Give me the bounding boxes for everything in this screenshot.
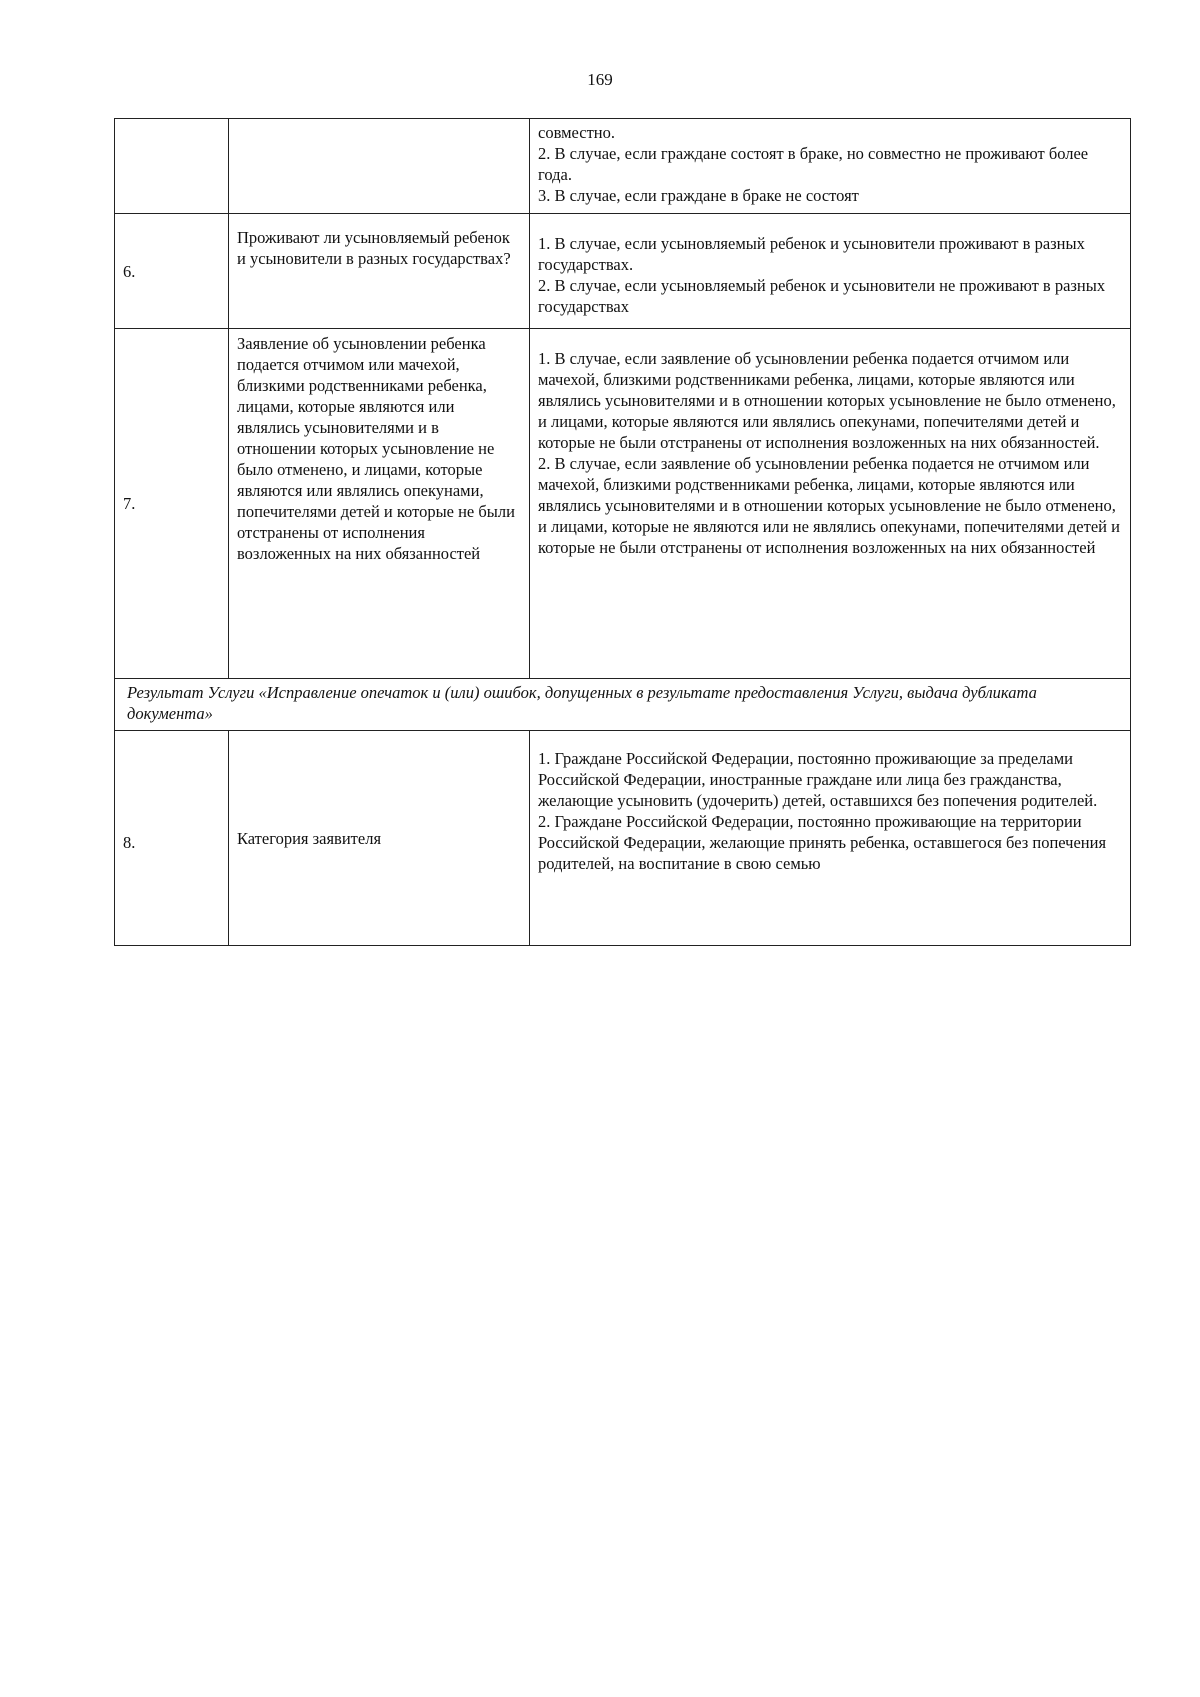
page-number: 169 <box>587 70 613 89</box>
table-row-6 <box>115 214 1131 329</box>
section-heading-row <box>115 679 1131 731</box>
answers-cell <box>530 119 1131 214</box>
section-heading: Результат Услуги «Исправление опечаток и (или) ошибок, допущенных в результате предоставления Услуги, выдача дубликата документа» <box>115 679 1131 731</box>
answer-option: 1. Граждане Российской Федерации, постоянно проживающие за пределами Российской Федерации, иностранные граждане или лица без гражданства, желающие усыновить (удочерить) детей, оставшихся без попечения родителей. <box>538 749 1098 810</box>
answers-cell <box>530 731 1131 946</box>
row-number-cell <box>115 119 229 214</box>
question-text: Заявление об усыновлении ребенка подается отчимом или мачехой, близкими родственниками ребенка, лицами, которые являются или являлись усыновителями и в отношении которых усыновление не было отменено, и лицами, которые являются или являлись опекунами, попечителями детей и которые не были отстранены от исполнения возложенных на них обязанностей <box>237 334 515 563</box>
answer-option: 2. В случае, если заявление об усыновлении ребенка подается не отчимом или мачехой, близкими родственниками ребенка, лицами, которые являются или являлись усыновителями и в отношении которых усыновление не было отменено, и лицами, которые не являются или не являлись опекунами, попечителями детей и которые не были отстранены от исполнения возложенных на них обязанностей <box>538 454 1120 557</box>
question-cell <box>229 329 530 679</box>
criteria-table <box>114 118 1131 946</box>
answer-text: совместно. <box>538 123 615 142</box>
row-number-cell: 8. <box>115 731 229 946</box>
question-text: Категория заявителя <box>237 828 382 848</box>
table-row-8 <box>115 731 1131 946</box>
row-number-cell: 7. <box>115 329 229 679</box>
question-text: Проживают ли усыновляемый ребенок и усыновители в разных государствах? <box>237 228 511 268</box>
table-row-continued <box>115 119 1131 214</box>
answer-option: 1. В случае, если усыновляемый ребенок и усыновители проживают в разных государствах. <box>538 234 1085 274</box>
answer-option: 2. В случае, если граждане состоят в браке, но совместно не проживают более года. <box>538 144 1089 184</box>
answer-option: 1. В случае, если заявление об усыновлении ребенка подается отчимом или мачехой, близкими родственниками ребенка, лицами, которые являются или являлись усыновителями и в отношении которых усыновление не было отменено, и лицами, которые являются или являлись опекунами, попечителями детей и которые не были отстранены от исполнения возложенных на них обязанностей. <box>538 349 1116 452</box>
question-cell <box>229 731 530 946</box>
answer-option: 2. Граждане Российской Федерации, постоянно проживающие на территории Российской Федерации, желающие принять ребенка, оставшегося без попечения родителей, на воспитание в свою семью <box>538 812 1107 873</box>
answer-option: 3. В случае, если граждане в браке не состоят <box>538 186 859 205</box>
table-row-7 <box>115 329 1131 679</box>
question-cell <box>229 119 530 214</box>
question-cell <box>229 214 530 329</box>
answer-option: 2. В случае, если усыновляемый ребенок и усыновители не проживают в разных государствах <box>538 276 1106 316</box>
answers-cell <box>530 214 1131 329</box>
answers-cell <box>530 329 1131 679</box>
row-number-cell: 6. <box>115 214 229 329</box>
